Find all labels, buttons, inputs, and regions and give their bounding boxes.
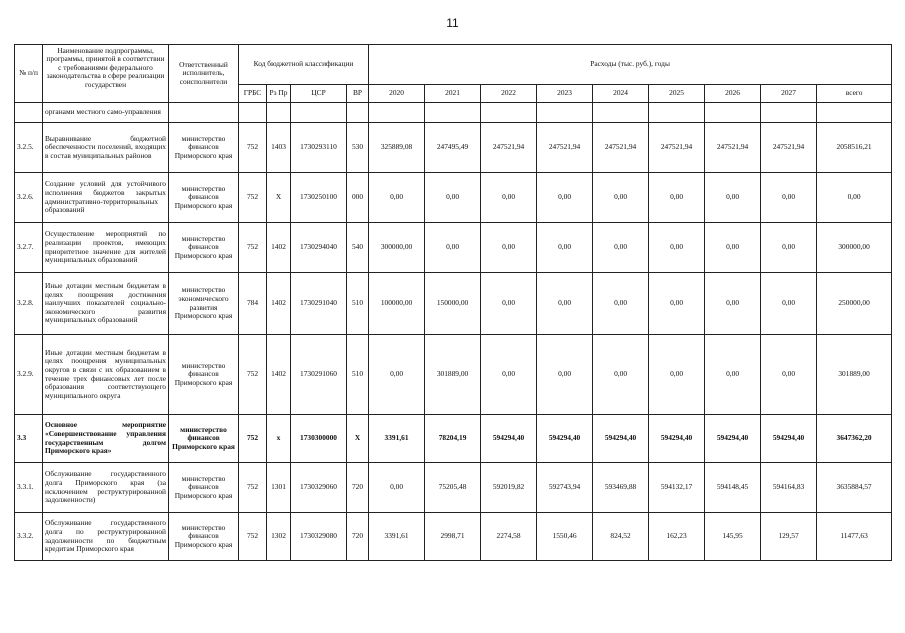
row-csr: 1730329080 bbox=[291, 513, 347, 561]
row-grbs: 752 bbox=[239, 335, 267, 415]
row-vr: 720 bbox=[347, 513, 369, 561]
row-total: 0,00 bbox=[817, 173, 892, 223]
row-year-value: 0,00 bbox=[481, 273, 537, 335]
row-year-value: 594132,17 bbox=[649, 463, 705, 513]
row-number: 3.2.5. bbox=[15, 123, 43, 173]
row-year-value: 0,00 bbox=[481, 223, 537, 273]
row-year-value: 0,00 bbox=[481, 335, 537, 415]
row-rzpr: х bbox=[267, 415, 291, 463]
row-year-value: 594294,40 bbox=[537, 415, 593, 463]
row-csr: 1730300000 bbox=[291, 415, 347, 463]
table-row bbox=[15, 335, 892, 415]
row-executor: министерство финансов Приморского края bbox=[169, 335, 239, 415]
header-year: 2022 bbox=[481, 85, 537, 103]
row-number: 3.3.2. bbox=[15, 513, 43, 561]
row-grbs: 752 bbox=[239, 415, 267, 463]
row-year-value: 2998,71 bbox=[425, 513, 481, 561]
table-row bbox=[15, 463, 892, 513]
row-year-value: 0,00 bbox=[537, 335, 593, 415]
row-vr: 530 bbox=[347, 123, 369, 173]
row-number: 3.3.1. bbox=[15, 463, 43, 513]
row-year-value: 150000,00 bbox=[425, 273, 481, 335]
row-year-value: 0,00 bbox=[593, 273, 649, 335]
header-year: 2024 bbox=[593, 85, 649, 103]
row-grbs: 752 bbox=[239, 223, 267, 273]
row-name: Создание условий для устойчивого исполнения бюджетов закрытых административно-территориальных образований bbox=[43, 173, 169, 223]
row-total: 3635884,57 bbox=[817, 463, 892, 513]
row-year-value: 100000,00 bbox=[369, 273, 425, 335]
row-name: Выравнивание бюджетной обеспеченности поселений, входящих в состав муниципальных районов bbox=[43, 123, 169, 173]
row-year-value: 594294,40 bbox=[481, 415, 537, 463]
row-year-value: 3391,61 bbox=[369, 513, 425, 561]
row-year-value: 0,00 bbox=[705, 335, 761, 415]
table-row bbox=[15, 415, 892, 463]
row-year-value: 0,00 bbox=[761, 273, 817, 335]
row-year-value: 594294,40 bbox=[761, 415, 817, 463]
row-year-value: 0,00 bbox=[537, 223, 593, 273]
row-number: 3.3 bbox=[15, 415, 43, 463]
row-year-value: 0,00 bbox=[369, 463, 425, 513]
row-grbs: 752 bbox=[239, 463, 267, 513]
row-rzpr: 1301 bbox=[267, 463, 291, 513]
table-row bbox=[15, 123, 892, 173]
row-grbs: 752 bbox=[239, 123, 267, 173]
row-year-value: 824,52 bbox=[593, 513, 649, 561]
row-year-value: 594294,40 bbox=[705, 415, 761, 463]
row-year-value: 247521,94 bbox=[761, 123, 817, 173]
row-year-value: 594164,83 bbox=[761, 463, 817, 513]
header-budget-code: Код бюджетной классификации bbox=[239, 45, 369, 85]
row-rzpr: 1302 bbox=[267, 513, 291, 561]
row-total: 11477,63 bbox=[817, 513, 892, 561]
row-executor: министерство финансов Приморского края bbox=[169, 223, 239, 273]
row-number: 3.2.9. bbox=[15, 335, 43, 415]
row-year-value: 0,00 bbox=[649, 173, 705, 223]
header-csr: ЦСР bbox=[291, 85, 347, 103]
row-number: 3.2.8. bbox=[15, 273, 43, 335]
row-number: 3.2.7. bbox=[15, 223, 43, 273]
row-year-value: 0,00 bbox=[705, 273, 761, 335]
row-year-value: 592019,82 bbox=[481, 463, 537, 513]
header-total: всего bbox=[817, 85, 892, 103]
row-vr: Х bbox=[347, 415, 369, 463]
row-year-value: 0,00 bbox=[593, 173, 649, 223]
row-year-value: 75205,48 bbox=[425, 463, 481, 513]
row-year-value: 0,00 bbox=[761, 173, 817, 223]
row-executor: министерство финансов Приморского края bbox=[169, 415, 239, 463]
row-total: 300000,00 bbox=[817, 223, 892, 273]
row-name: Основное мероприятие «Совершенствование управления государственным долгом Приморского края» bbox=[43, 415, 169, 463]
header-rzpr: Рз Пр bbox=[267, 85, 291, 103]
table-row-continuation bbox=[15, 103, 892, 123]
row-rzpr: 1402 bbox=[267, 335, 291, 415]
row-year-value: 247521,94 bbox=[537, 123, 593, 173]
header-num: № п/п bbox=[15, 45, 43, 103]
row-grbs: 784 bbox=[239, 273, 267, 335]
row-year-value: 592743,94 bbox=[537, 463, 593, 513]
row-year-value: 0,00 bbox=[761, 223, 817, 273]
row-year-value: 0,00 bbox=[649, 273, 705, 335]
row-year-value: 0,00 bbox=[705, 173, 761, 223]
row-name: Обслуживание государственного долга по реструктурированной задолженности по бюджетным кредитам Приморского края bbox=[43, 513, 169, 561]
row-vr: 510 bbox=[347, 273, 369, 335]
row-year-value: 0,00 bbox=[593, 335, 649, 415]
page-number: 11 bbox=[446, 16, 459, 30]
table-row bbox=[15, 513, 892, 561]
row-grbs: 752 bbox=[239, 173, 267, 223]
row-year-value: 247521,94 bbox=[481, 123, 537, 173]
row-year-value: 247521,94 bbox=[649, 123, 705, 173]
row-executor: министерство финансов Приморского края bbox=[169, 173, 239, 223]
table-row bbox=[15, 273, 892, 335]
row-rzpr: 1403 bbox=[267, 123, 291, 173]
row-year-value: 129,57 bbox=[761, 513, 817, 561]
row-name: Иные дотации местным бюджетам в целях поощрения муниципальных округов в связи с их образованием в течение трех финансовых лет после образования соответствующего муниципального округа bbox=[43, 335, 169, 415]
row-year-value: 0,00 bbox=[537, 273, 593, 335]
row-name: органами местного само-управления bbox=[43, 103, 169, 123]
row-year-value: 594148,45 bbox=[705, 463, 761, 513]
row-year-value: 0,00 bbox=[481, 173, 537, 223]
row-number: 3.2.6. bbox=[15, 173, 43, 223]
row-year-value: 0,00 bbox=[369, 173, 425, 223]
row-year-value: 0,00 bbox=[369, 335, 425, 415]
row-vr: 720 bbox=[347, 463, 369, 513]
row-year-value: 145,95 bbox=[705, 513, 761, 561]
row-executor: министерство финансов Приморского края bbox=[169, 123, 239, 173]
row-vr: 540 bbox=[347, 223, 369, 273]
row-executor: министерство экономического развития Приморского края bbox=[169, 273, 239, 335]
row-year-value: 0,00 bbox=[425, 223, 481, 273]
header-expenses: Расходы (тыс. руб.), годы bbox=[369, 45, 892, 85]
row-year-value: 247495,49 bbox=[425, 123, 481, 173]
row-year-value: 1550,46 bbox=[537, 513, 593, 561]
table-row bbox=[15, 223, 892, 273]
header-grbs: ГРБС bbox=[239, 85, 267, 103]
row-year-value: 300000,00 bbox=[369, 223, 425, 273]
row-executor: министерство финансов Приморского края bbox=[169, 463, 239, 513]
row-year-value: 0,00 bbox=[761, 335, 817, 415]
header-vr: ВР bbox=[347, 85, 369, 103]
row-rzpr: 1402 bbox=[267, 273, 291, 335]
row-grbs: 752 bbox=[239, 513, 267, 561]
row-year-value: 0,00 bbox=[649, 223, 705, 273]
row-csr: 1730291060 bbox=[291, 335, 347, 415]
row-total: 250000,00 bbox=[817, 273, 892, 335]
row-total: 2058516,21 bbox=[817, 123, 892, 173]
row-year-value: 0,00 bbox=[425, 173, 481, 223]
row-year-value: 325889,08 bbox=[369, 123, 425, 173]
row-year-value: 594294,40 bbox=[593, 415, 649, 463]
row-year-value: 0,00 bbox=[649, 335, 705, 415]
row-name: Осуществление мероприятий по реализации проектов, имеющих приоритетное значение для жителей муниципальных образований bbox=[43, 223, 169, 273]
row-year-value: 2274,58 bbox=[481, 513, 537, 561]
header-year: 2027 bbox=[761, 85, 817, 103]
budget-table bbox=[14, 44, 892, 561]
row-csr: 1730329060 bbox=[291, 463, 347, 513]
row-year-value: 162,23 bbox=[649, 513, 705, 561]
row-year-value: 78204,19 bbox=[425, 415, 481, 463]
row-year-value: 0,00 bbox=[537, 173, 593, 223]
row-executor: министерство финансов Приморского края bbox=[169, 513, 239, 561]
row-year-value: 593469,88 bbox=[593, 463, 649, 513]
header-name: Наименование подпрограммы, программы, принятой в соответствии с требованиями федерального законодательства в сфере реализации государствен bbox=[43, 45, 169, 103]
row-vr: 000 bbox=[347, 173, 369, 223]
header-year: 2025 bbox=[649, 85, 705, 103]
row-csr: 1730250100 bbox=[291, 173, 347, 223]
row-rzpr: 1402 bbox=[267, 223, 291, 273]
row-year-value: 301889,00 bbox=[425, 335, 481, 415]
header-year: 2023 bbox=[537, 85, 593, 103]
row-csr: 1730294040 bbox=[291, 223, 347, 273]
table-row bbox=[15, 173, 892, 223]
row-name: Иные дотации местным бюджетам в целях поощрения достижения наилучших показателей социально-экономического развития муниципальных образований bbox=[43, 273, 169, 335]
row-csr: 1730291040 bbox=[291, 273, 347, 335]
header-year: 2020 bbox=[369, 85, 425, 103]
row-vr: 510 bbox=[347, 335, 369, 415]
header-year: 2026 bbox=[705, 85, 761, 103]
row-name: Обслуживание государственного долга Приморского края (за исключением реструктурированной задолженности) bbox=[43, 463, 169, 513]
row-total: 3647362,20 bbox=[817, 415, 892, 463]
header-year: 2021 bbox=[425, 85, 481, 103]
row-year-value: 0,00 bbox=[705, 223, 761, 273]
row-rzpr: X bbox=[267, 173, 291, 223]
row-year-value: 247521,94 bbox=[705, 123, 761, 173]
row-year-value: 594294,40 bbox=[649, 415, 705, 463]
row-total: 301889,00 bbox=[817, 335, 892, 415]
row-year-value: 0,00 bbox=[593, 223, 649, 273]
row-year-value: 3391,61 bbox=[369, 415, 425, 463]
row-csr: 1730293110 bbox=[291, 123, 347, 173]
header-executor: Ответственный исполнитель, соисполнители bbox=[169, 45, 239, 103]
row-year-value: 247521,94 bbox=[593, 123, 649, 173]
